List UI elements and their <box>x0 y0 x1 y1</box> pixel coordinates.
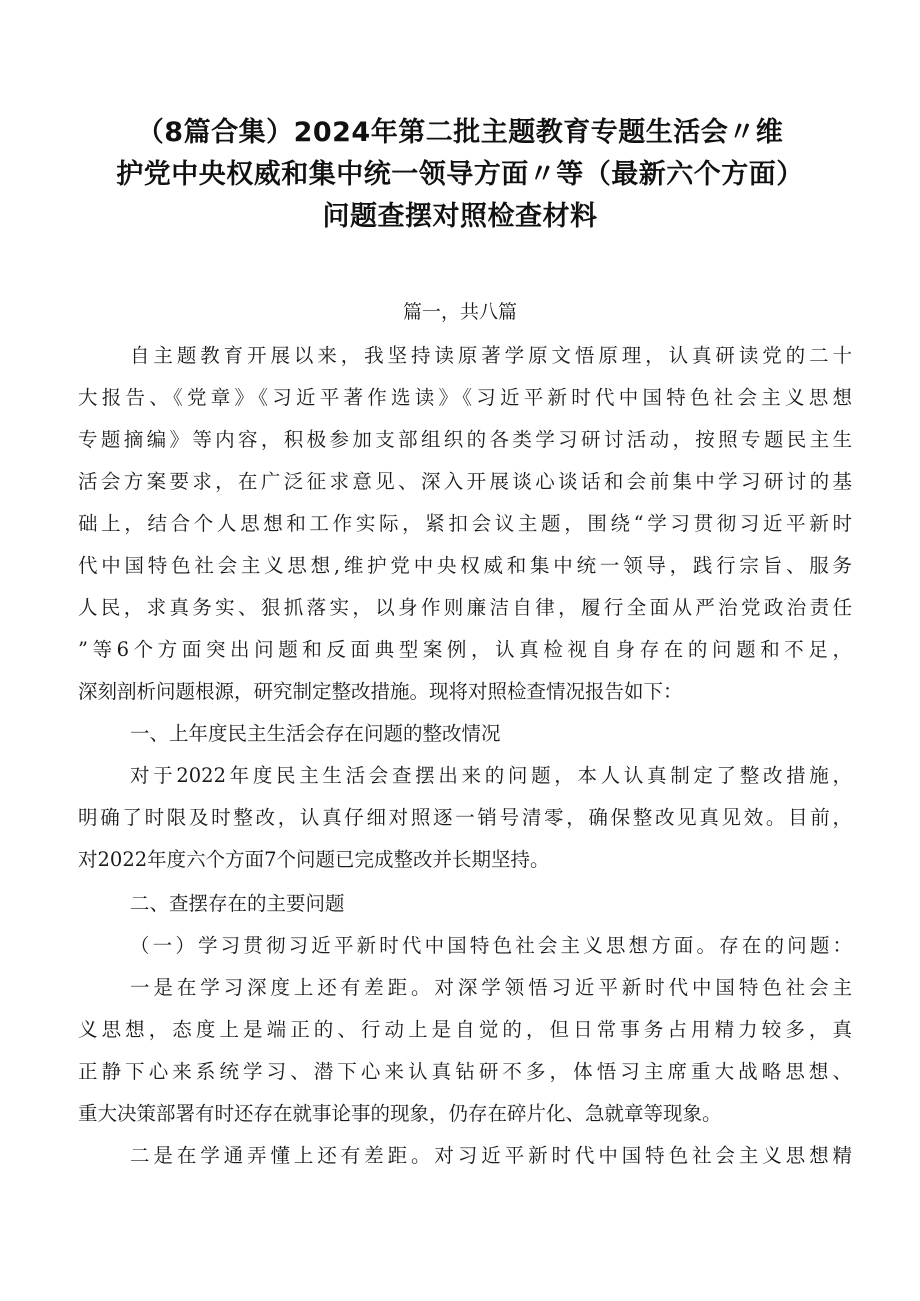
paragraph-line: 二是在学通弄懂上还有差距。对习近平新时代中国特色社会主义思想精 <box>130 1144 852 1167</box>
paragraph-line: 大报告、《党章》《习近平著作选读》《习近平新时代中国特色社会主义思想 <box>78 386 852 409</box>
paragraph-line: 自主题教育开展以来，我坚持读原著学原文悟原理，认真研读党的二十 <box>130 344 852 367</box>
paragraph-line: 义思想，态度上是端正的、行动上是自觉的，但日常事务占用精力较多，真 <box>78 1018 852 1041</box>
subsection-heading: （一）学习贯彻习近平新时代中国特色社会主义思想方面。存在的问题： <box>130 934 852 957</box>
paragraph-line: 活会方案要求，在广泛征求意见、深入开展谈心谈话和会前集中学习研讨的基 <box>78 470 852 493</box>
paragraph-line: 正静下心来系统学习、潜下心来认真钻研不多，体悟习主席重大战略思想、 <box>78 1060 852 1083</box>
paragraph-line: 深刻剖析问题根源，研究制定整改措施。现将对照检查情况报告如下： <box>78 680 683 703</box>
paragraph-line: 对于2022年度民主生活会查摆出来的问题，本人认真制定了整改措施， <box>130 764 852 787</box>
title-line: （8篇合集）2024年第二批主题教育专题生活会〃维 <box>136 117 784 148</box>
section-heading: 一、上年度民主生活会存在问题的整改情况 <box>130 722 501 745</box>
paragraph-line: ”等6个方面突出问题和反面典型案例，认真检视自身存在的问题和不足， <box>78 638 852 661</box>
section-heading: 二、查摆存在的主要问题 <box>130 892 345 915</box>
paragraph-line: 明确了时限及时整改，认真仔细对照逐一销号清零，确保整改见真见效。目前， <box>78 806 852 829</box>
paragraph-line: 对2022年度六个方面7个问题已完成整改并长期坚持。 <box>78 848 550 871</box>
paragraph-line: 础上，结合个人思想和工作实际，紧扣会议主题，围绕“学习贯彻习近平新时 <box>78 512 852 535</box>
paragraph-line: 专题摘编》等内容，积极参加支部组织的各类学习研讨活动，按照专题民主生 <box>78 428 852 451</box>
title-line: 问题查摆对照检查材料 <box>322 201 598 232</box>
paragraph-line: 人民，求真务实、狠抓落实，以身作则廉洁自律，履行全面从严治党政治责任 <box>78 596 852 619</box>
title-line: 护党中央权威和集中统一领导方面〃等（最新六个方面） <box>116 159 804 190</box>
paragraph-line: 代中国特色社会主义思想,维护党中央权威和集中统一领导，践行宗旨、服务 <box>78 554 852 577</box>
document-title <box>60 112 860 238</box>
paragraph-line: 一是在学习深度上还有差距。对深学领悟习近平新时代中国特色社会主 <box>130 976 852 999</box>
paragraph-line: 重大决策部署有时还存在就事论事的现象，仍存在碎片化、急就章等现象。 <box>78 1102 722 1125</box>
section-subtitle: 篇一，共八篇 <box>402 301 517 323</box>
